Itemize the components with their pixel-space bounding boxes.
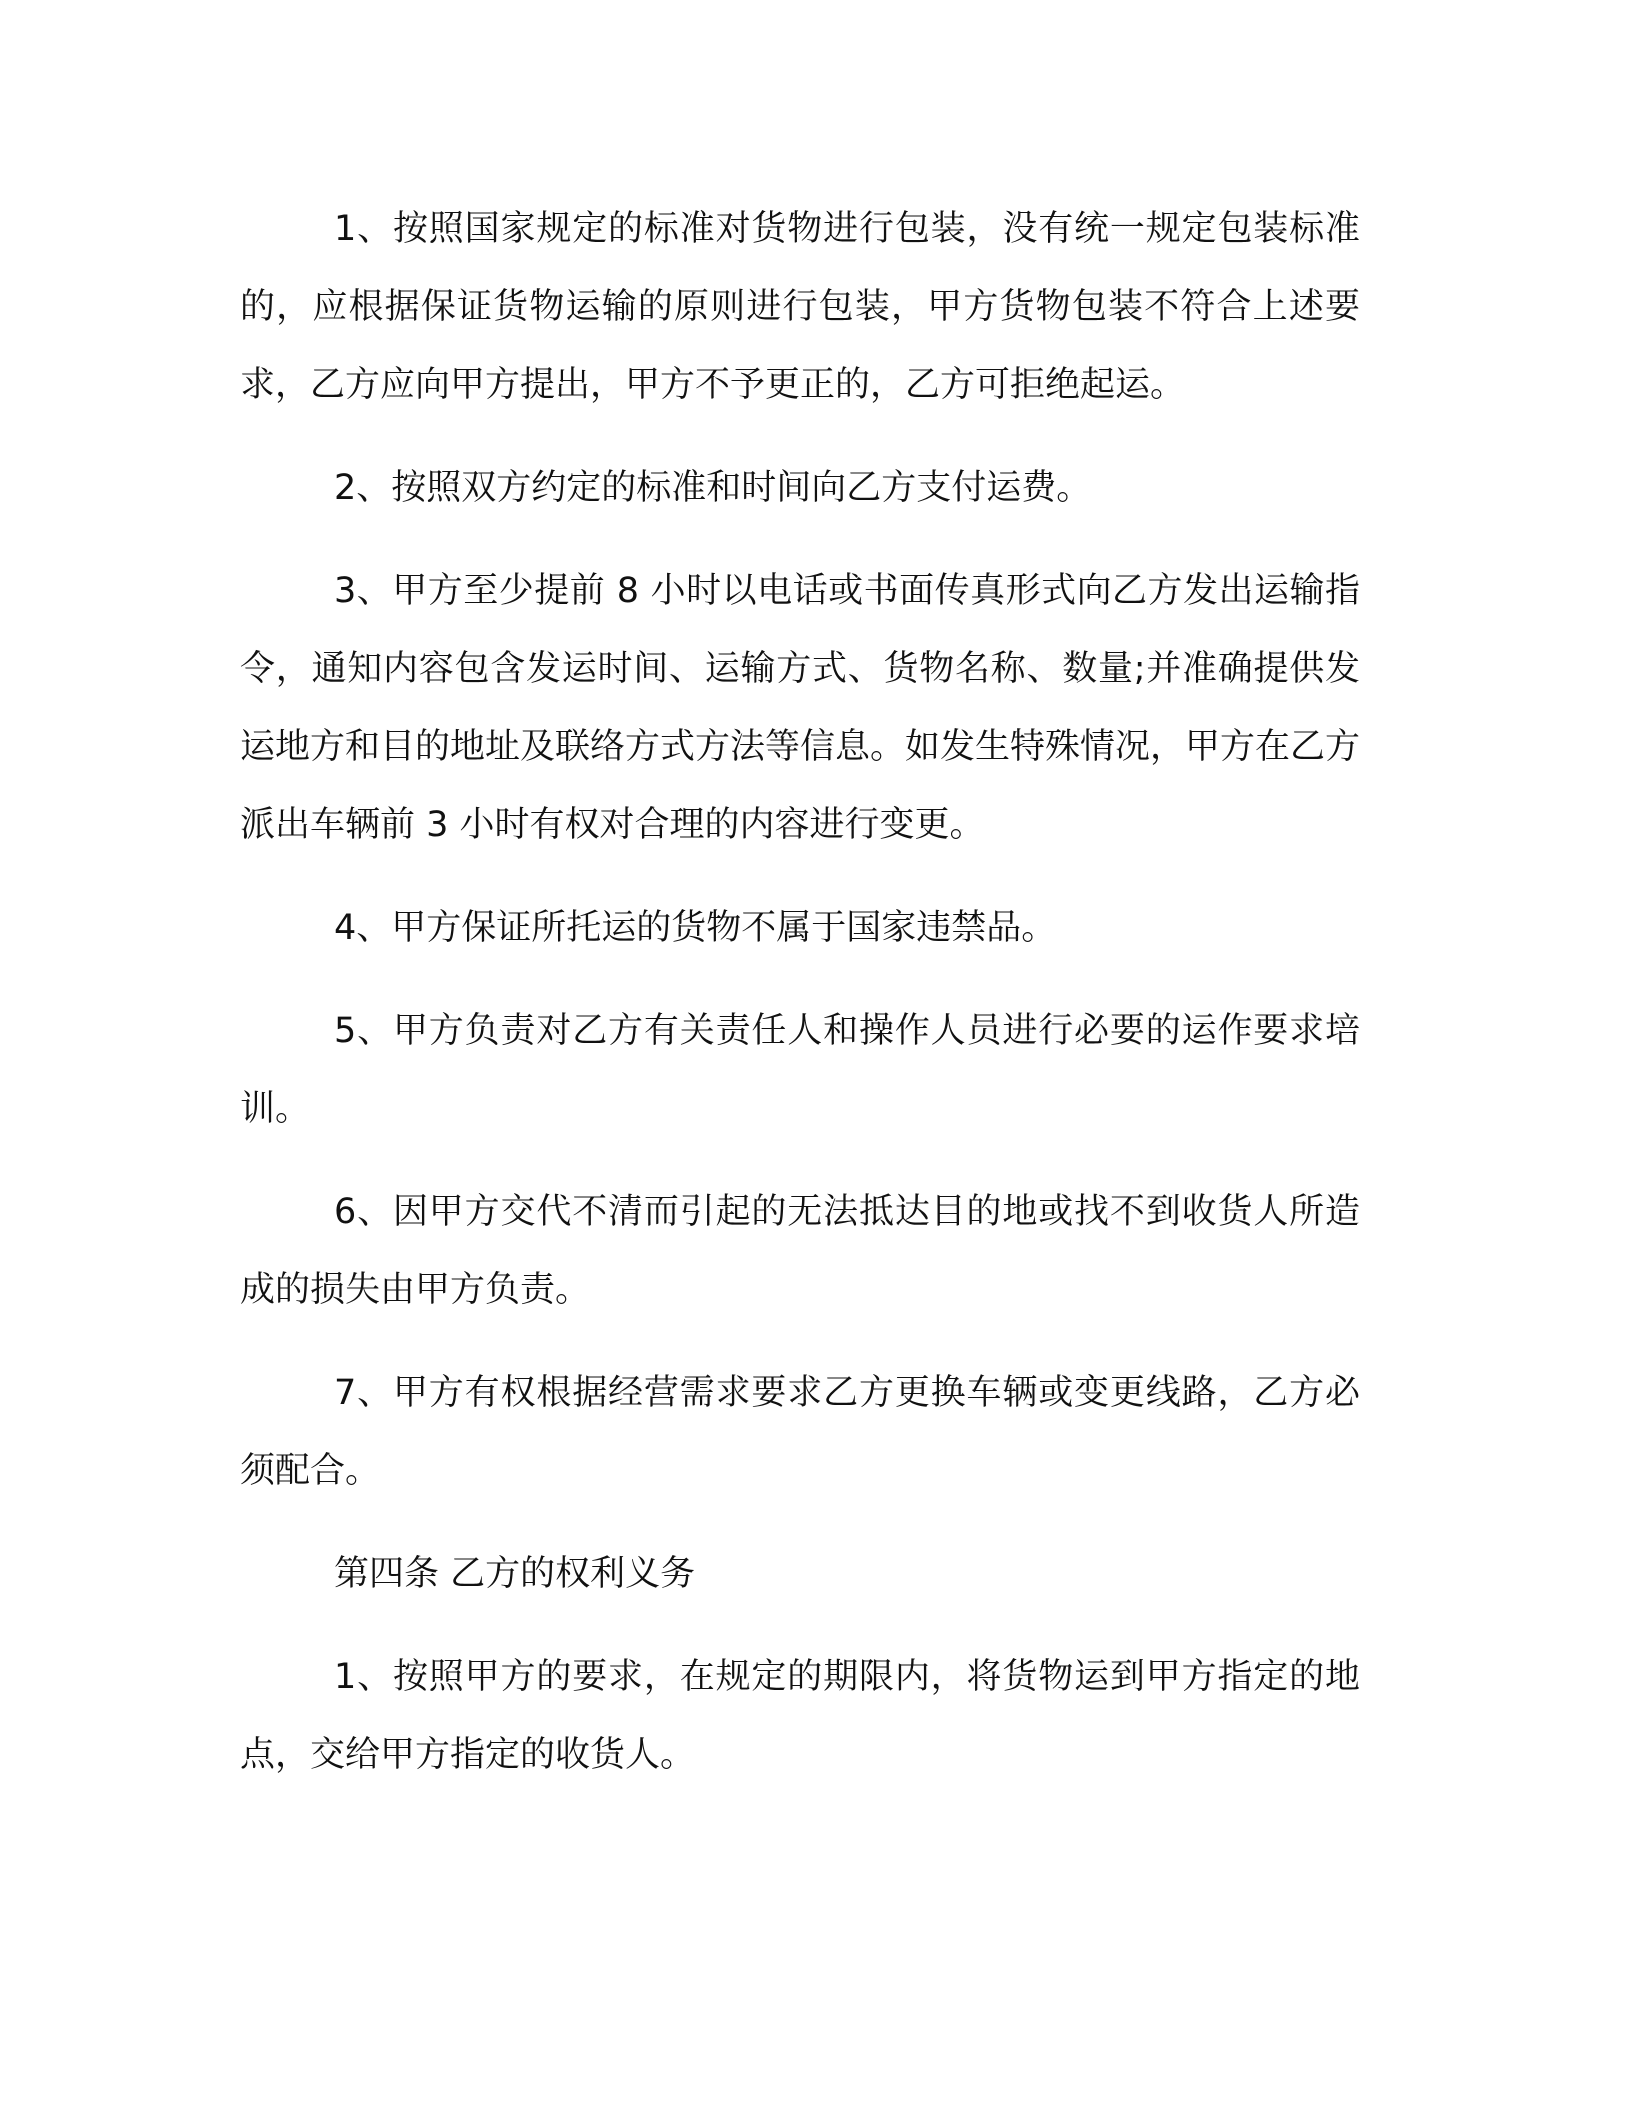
clause-paragraph: 5、甲方负责对乙方有关责任人和操作人员进行必要的运作要求培训。 [240,1011,1360,1129]
clause-paragraph: 1、按照国家规定的标准对货物进行包装，没有统一规定包装标准的，应根据保证货物运输的原则进行包装，甲方货物包装不符合上述要求，乙方应向甲方提出，甲方不予更正的，乙方可拒绝起运。 [240,209,1360,405]
clause-paragraph: 7、甲方有权根据经营需求要求乙方更换车辆或变更线路，乙方必须配合。 [240,1373,1360,1491]
clause-paragraph: 1、按照甲方的要求，在规定的期限内，将货物运到甲方指定的地点，交给甲方指定的收货人。 [240,1657,1360,1775]
clause-paragraph: 3、甲方至少提前 8 小时以电话或书面传真形式向乙方发出运输指令，通知内容包含发运时间、运输方式、货物名称、数量;并准确提供发运地方和目的地址及联络方式方法等信息。如发生特殊情况，甲方在乙方派出车辆前 3 小时有权对合理的内容进行变更。 [240,571,1361,845]
clause-paragraph: 6、因甲方交代不清而引起的无法抵达目的地或找不到收货人所造成的损失由甲方负责。 [240,1192,1360,1310]
section-heading: 第四条 乙方的权利义务 [334,1554,696,1594]
clause-paragraph: 2、按照双方约定的标准和时间向乙方支付运费。 [334,468,1092,508]
document-body [240,190,1360,1819]
clause-paragraph: 4、甲方保证所托运的货物不属于国家违禁品。 [334,908,1057,948]
